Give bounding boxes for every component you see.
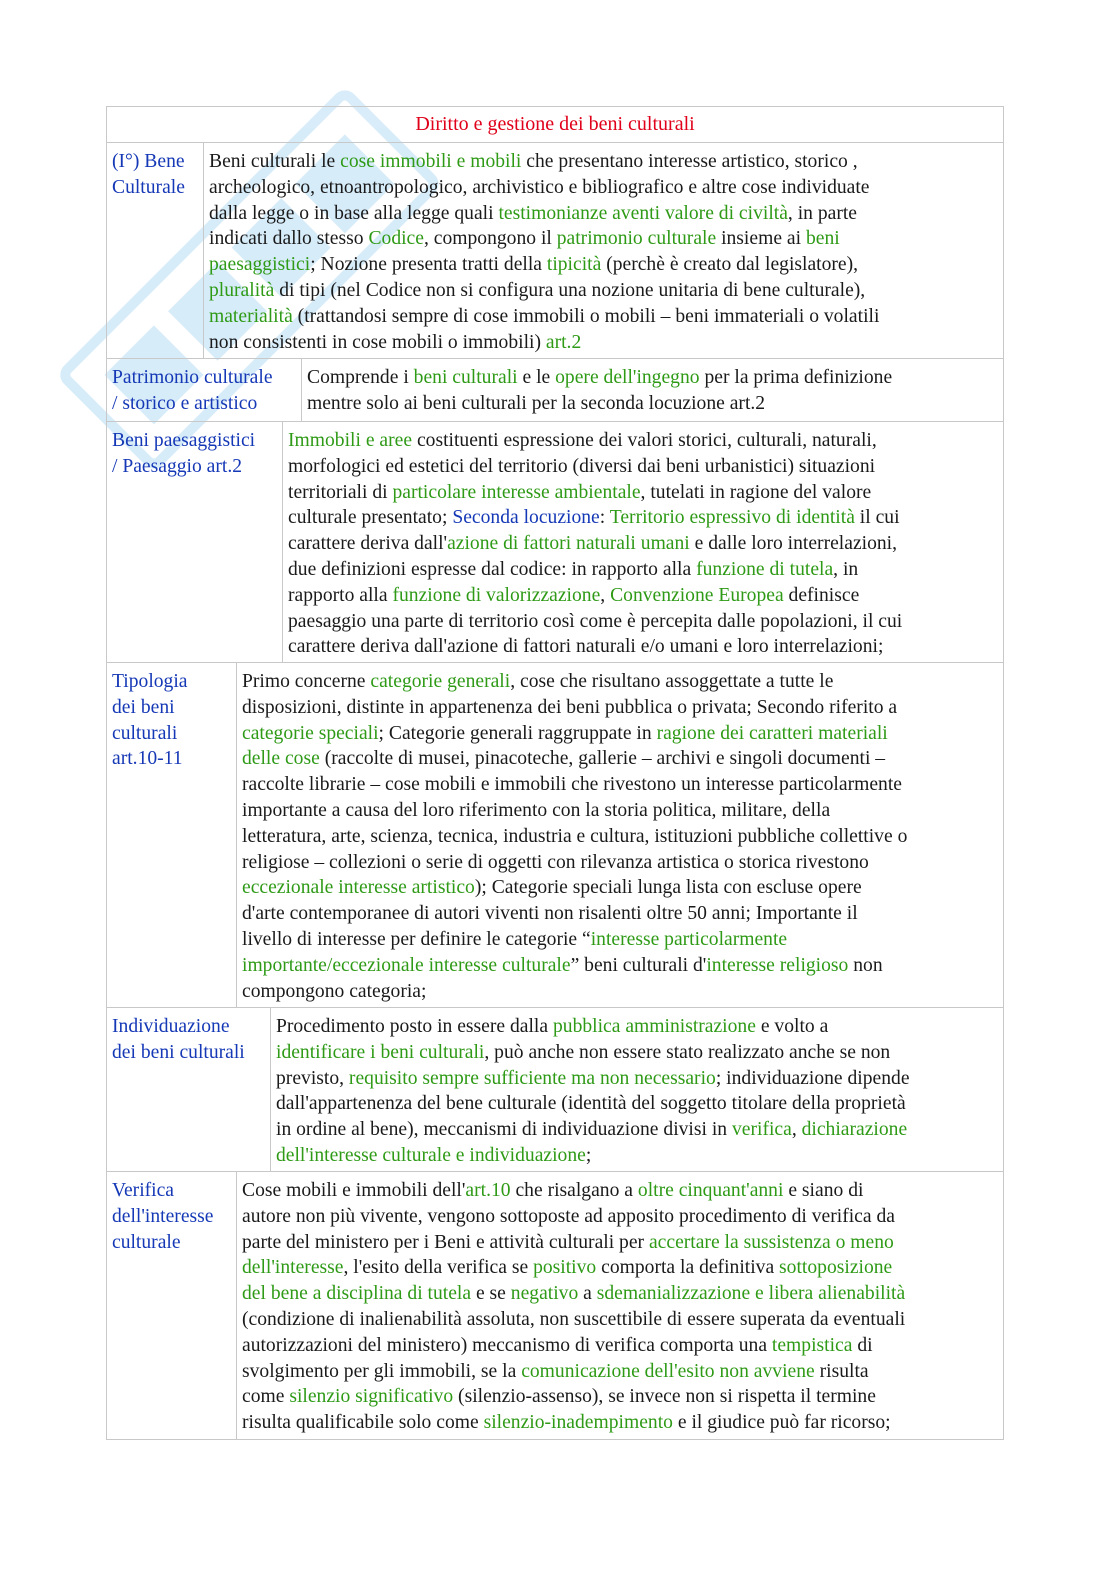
text-run: autore non più vivente, vengono sottoposte ad apposito procedimento di verifica da — [242, 1205, 895, 1227]
highlighted-term: beni culturali — [413, 367, 518, 388]
highlighted-term: categorie speciali — [242, 722, 379, 744]
highlighted-term: paesaggistici — [209, 254, 311, 276]
text-line — [242, 772, 999, 798]
text-line — [209, 149, 999, 175]
highlighted-term: interesse particolarmente — [590, 928, 788, 950]
text-run: autorizzazioni del ministero) meccanismo di verifica comporta una — [242, 1334, 772, 1356]
text-run: compongono categoria; — [242, 980, 427, 1002]
table-row-patrimonio-culturale — [106, 359, 1004, 422]
highlighted-term: silenzio-inadempimento — [483, 1412, 673, 1434]
row-label-line: dei beni culturali — [112, 1041, 245, 1063]
text-line — [209, 304, 999, 330]
row-label — [107, 359, 302, 421]
text-line — [288, 505, 999, 531]
text-line — [276, 1117, 999, 1143]
row-content — [204, 143, 1003, 361]
text-line — [288, 583, 999, 609]
text-line — [242, 1255, 999, 1281]
row-label-line: Patrimonio culturale — [112, 367, 273, 388]
highlighted-term: identificare i beni culturali — [276, 1041, 485, 1063]
highlighted-term: sdemanializzazione e libera alienabilità — [596, 1283, 906, 1305]
row-content — [302, 359, 1003, 423]
row-label-line: / Paesaggio art.2 — [112, 455, 243, 477]
text-run: , può anche non essere stato realizzato anche se non — [484, 1041, 891, 1063]
text-line — [242, 979, 999, 1005]
highlighted-term: tempistica — [771, 1334, 853, 1356]
highlighted-term: cose immobili e mobili — [340, 151, 522, 172]
text-run: Cose mobili e immobili dell' — [242, 1180, 466, 1201]
highlighted-term: tipicità — [546, 254, 602, 276]
highlighted-term: importante/eccezionale interesse culturale — [242, 954, 571, 976]
text-run: , l'esito della verifica se — [343, 1257, 534, 1279]
text-run: ” beni culturali d' — [570, 954, 707, 976]
text-run: di — [852, 1334, 873, 1356]
text-run: ; Categorie generali raggruppate in — [378, 722, 657, 744]
text-line — [242, 1178, 999, 1204]
highlighted-term: beni — [805, 228, 840, 250]
text-line — [288, 531, 999, 557]
text-run: (raccolte di musei, pinacoteche, gallerie – archivi e singoli documenti – — [319, 748, 886, 770]
highlighted-term: dell'interesse culturale e individuazione — [276, 1144, 586, 1166]
text-line — [209, 252, 999, 278]
text-line — [242, 721, 999, 747]
highlighted-term: comunicazione dell'esito non avviene — [521, 1360, 815, 1382]
text-line — [242, 824, 999, 850]
text-run: risulta — [814, 1360, 869, 1382]
text-line — [242, 901, 999, 927]
row-label-line: Verifica — [112, 1180, 175, 1201]
text-run: (trattandosi sempre di cose immobili o mobili – beni immateriali o volatili — [292, 305, 880, 327]
text-run: previsto, — [276, 1067, 349, 1089]
highlighted-term: del bene a disciplina di tutela — [242, 1283, 472, 1305]
text-run: carattere deriva dall'azione di fattori naturali e/o umani e loro interrelazioni; — [288, 636, 884, 658]
text-run: che presentano interesse artistico, storico , — [521, 151, 858, 172]
row-label-line: culturale — [112, 1231, 181, 1253]
text-run: , cose che risultano assoggettate a tutte le — [510, 671, 834, 692]
text-line — [276, 1091, 999, 1117]
text-run: , compongono il — [423, 228, 557, 250]
text-run: Comprende i — [307, 367, 414, 388]
row-label-line: (I°) Bene — [112, 151, 185, 172]
text-run: raccolte librarie – cose mobili e immobili che rivestono un interesse particolarmente — [242, 774, 902, 796]
text-run: territoriali di — [288, 481, 393, 503]
row-label-line: art.10-11 — [112, 748, 183, 770]
table-row-bene-culturale — [106, 143, 1004, 359]
text-line — [288, 634, 999, 660]
text-line — [209, 330, 999, 356]
text-line — [209, 175, 999, 201]
text-line — [242, 669, 999, 695]
highlighted-term: categorie generali — [370, 671, 511, 692]
highlighted-term: art.10 — [465, 1180, 511, 1201]
text-line — [307, 391, 999, 417]
notes-table — [106, 106, 1004, 1440]
text-run: , — [791, 1119, 802, 1141]
text-line — [242, 798, 999, 824]
text-run: , in — [833, 558, 859, 580]
text-run: Procedimento posto in essere dalla — [276, 1016, 553, 1037]
text-run: per la prima definizione — [699, 367, 893, 388]
text-line — [242, 1384, 999, 1410]
text-line — [288, 557, 999, 583]
text-run: svolgimento per gli immobili, se la — [242, 1360, 522, 1382]
table-row-individuazione — [106, 1008, 1004, 1172]
text-line — [288, 609, 999, 635]
text-line — [276, 1143, 999, 1169]
text-run: di tipi (nel Codice non si configura una nozione unitaria di bene culturale), — [274, 279, 866, 301]
highlighted-term: requisito sempre sufficiente ma non necessario — [348, 1067, 716, 1089]
text-run: mentre solo ai beni culturali per la seconda locuzione art.2 — [307, 392, 766, 414]
text-line — [242, 927, 999, 953]
highlighted-term: pluralità — [209, 279, 275, 301]
table-row-beni-paesaggistici — [106, 422, 1004, 663]
text-run: dall'appartenenza del bene culturale (identità del soggetto titolare della proprietà — [276, 1093, 906, 1115]
text-run: in ordine al bene), meccanismi di individuazione divisi in — [276, 1119, 732, 1141]
text-run: non consistenti in cose mobili o immobili) — [209, 331, 546, 353]
text-run: letteratura, arte, scienza, tecnica, industria e cultura, istituzioni pubbliche collettive o — [242, 825, 908, 847]
text-line — [242, 1333, 999, 1359]
text-run: morfologici ed estetici del territorio (diversi dai beni urbanistici) situazioni — [288, 455, 876, 477]
text-line — [288, 454, 999, 480]
text-run: risulta qualificabile solo come — [242, 1412, 484, 1434]
text-run: Beni culturali le — [209, 151, 341, 172]
highlighted-term: dichiarazione — [801, 1119, 908, 1141]
highlighted-term: art.2 — [545, 331, 582, 353]
text-line — [242, 850, 999, 876]
row-content — [271, 1008, 1003, 1175]
highlighted-term: delle cose — [242, 748, 320, 770]
text-run: e le — [517, 367, 556, 388]
row-label — [107, 1008, 271, 1171]
text-run: archeologico, etnoantropologico, archivistico e bibliografico e altre cose individuate — [209, 176, 870, 198]
row-content — [237, 1172, 1003, 1442]
text-line — [276, 1014, 999, 1040]
text-line — [242, 875, 999, 901]
text-run: dalla legge o in base alla legge quali — [209, 202, 499, 224]
row-label-line: / storico e artistico — [112, 392, 258, 414]
text-run: e dalle loro interrelazioni, — [689, 533, 898, 555]
text-run: rapporto alla — [288, 584, 393, 606]
highlighted-term: verifica — [732, 1119, 792, 1141]
text-run: carattere deriva dall' — [288, 533, 448, 555]
highlighted-term: oltre cinquant'anni — [637, 1180, 784, 1201]
highlighted-term: azione di fattori naturali umani — [447, 533, 690, 555]
row-label-line: Individuazione — [112, 1016, 230, 1037]
text-run: due definizioni espresse dal codice: in rapporto alla — [288, 558, 697, 580]
highlighted-term: positivo — [533, 1257, 597, 1279]
highlighted-term: particolare interesse ambientale — [392, 481, 641, 503]
text-line — [242, 695, 999, 721]
text-run: importante a causa del loro riferimento con la storia politica, militare, della — [242, 799, 831, 821]
highlighted-term: interesse religioso — [706, 954, 849, 976]
text-run: come — [242, 1386, 290, 1408]
text-run: e se — [471, 1283, 511, 1305]
highlighted-term: funzione di tutela — [696, 558, 834, 580]
text-line — [242, 1230, 999, 1256]
highlighted-term: negativo — [510, 1283, 579, 1305]
text-run: indicati dallo stesso — [209, 228, 369, 250]
row-label — [107, 1172, 237, 1439]
text-run: insieme ai — [716, 228, 806, 250]
text-line — [209, 278, 999, 304]
text-run: il cui — [854, 507, 900, 529]
text-run: ; — [585, 1144, 592, 1166]
row-label — [107, 143, 204, 358]
row-label-line: Beni paesaggistici — [112, 430, 256, 451]
text-line — [242, 953, 999, 979]
text-run: e volto a — [755, 1016, 829, 1037]
key-term: Seconda locuzione — [452, 507, 600, 529]
text-run: a — [578, 1283, 597, 1305]
text-run: (perchè è creato dal legislatore), — [601, 254, 859, 276]
text-run: (silenzio-assenso), se invece non si rispetta il termine — [453, 1386, 876, 1408]
text-line — [307, 365, 999, 391]
row-label-line: culturali — [112, 722, 178, 744]
row-label-line: dei beni — [112, 696, 175, 718]
text-line — [276, 1040, 999, 1066]
highlighted-term: patrimonio culturale — [556, 228, 717, 250]
highlighted-term: opere dell'ingegno — [555, 367, 700, 388]
highlighted-term: materialità — [209, 305, 293, 327]
text-run: d'arte contemporanee di autori viventi non risalenti oltre 50 anni; Importante il — [242, 903, 858, 925]
text-run: , — [600, 584, 611, 606]
text-run: che risalgano a — [510, 1180, 638, 1201]
document-title: Diritto e gestione dei beni culturali — [106, 107, 1004, 143]
text-line — [276, 1066, 999, 1092]
text-line — [242, 1204, 999, 1230]
text-run: ; individuazione dipende — [715, 1067, 910, 1089]
row-label-line: dell'interesse — [112, 1205, 214, 1227]
highlighted-term: sottoposizione — [779, 1257, 893, 1279]
text-run: Primo concerne — [242, 671, 371, 692]
text-run: parte del ministero per i Beni e attività culturali per — [242, 1231, 649, 1253]
text-run: ; Nozione presenta tratti della — [310, 254, 547, 276]
text-run: , in parte — [787, 202, 858, 224]
text-line — [288, 428, 999, 454]
highlighted-term: dell'interesse — [242, 1257, 344, 1279]
highlighted-term: Codice — [368, 228, 424, 250]
text-run: culturale presentato; — [288, 507, 453, 529]
row-label — [107, 422, 283, 662]
highlighted-term: Convenzione Europea — [610, 584, 784, 606]
text-run: , tutelati in ragione del valore — [640, 481, 872, 503]
highlighted-term: accertare la sussistenza o meno — [648, 1231, 894, 1253]
text-run: e il giudice può far ricorso; — [672, 1412, 891, 1434]
text-line — [242, 746, 999, 772]
text-line — [209, 201, 999, 227]
text-line — [242, 1359, 999, 1385]
highlighted-term: testimonianze aventi valore di civiltà — [498, 202, 788, 224]
highlighted-term: funzione di valorizzazione — [392, 584, 601, 606]
text-run: e siano di — [783, 1180, 864, 1201]
text-line — [288, 480, 999, 506]
text-run: livello di interesse per definire le categorie “ — [242, 928, 591, 950]
text-run: religiose – collezioni o serie di oggetti con rilevanza artistica o storica rivestono — [242, 851, 869, 873]
text-line — [209, 226, 999, 252]
highlighted-term: eccezionale interesse artistico — [242, 877, 475, 899]
row-label — [107, 663, 237, 1007]
highlighted-term: ragione dei caratteri materiali — [656, 722, 888, 744]
text-run: ); Categorie speciali lunga lista con escluse opere — [474, 877, 862, 899]
highlighted-term: silenzio significativo — [289, 1386, 454, 1408]
text-run: comporta la definitiva — [596, 1257, 780, 1279]
highlighted-term: Territorio espressivo di identità — [609, 507, 855, 529]
row-label-line: Culturale — [112, 176, 185, 198]
text-run: non — [848, 954, 883, 976]
text-line — [242, 1281, 999, 1307]
highlighted-term: Immobili e aree — [288, 430, 413, 451]
row-content — [283, 422, 1003, 666]
text-run: costituenti espressione dei valori storici, culturali, naturali, — [412, 430, 877, 451]
table-row-tipologia — [106, 663, 1004, 1008]
text-run: disposizioni, distinte in appartenenza dei beni pubblica o privata; Secondo riferito a — [242, 696, 898, 718]
table-row-verifica — [106, 1172, 1004, 1440]
row-content — [237, 663, 1003, 1010]
text-run: : — [599, 507, 610, 529]
highlighted-term: pubblica amministrazione — [552, 1016, 756, 1037]
row-label-line: Tipologia — [112, 671, 188, 692]
text-line — [242, 1410, 999, 1436]
text-run: (condizione di inalienabilità assoluta, non suscettibile di essere superata da eventuali — [242, 1308, 906, 1330]
text-run: definisce — [783, 584, 860, 606]
text-line — [242, 1307, 999, 1333]
text-run: paesaggio una parte di territorio così come è percepita dalle popolazioni, il cui — [288, 610, 903, 632]
